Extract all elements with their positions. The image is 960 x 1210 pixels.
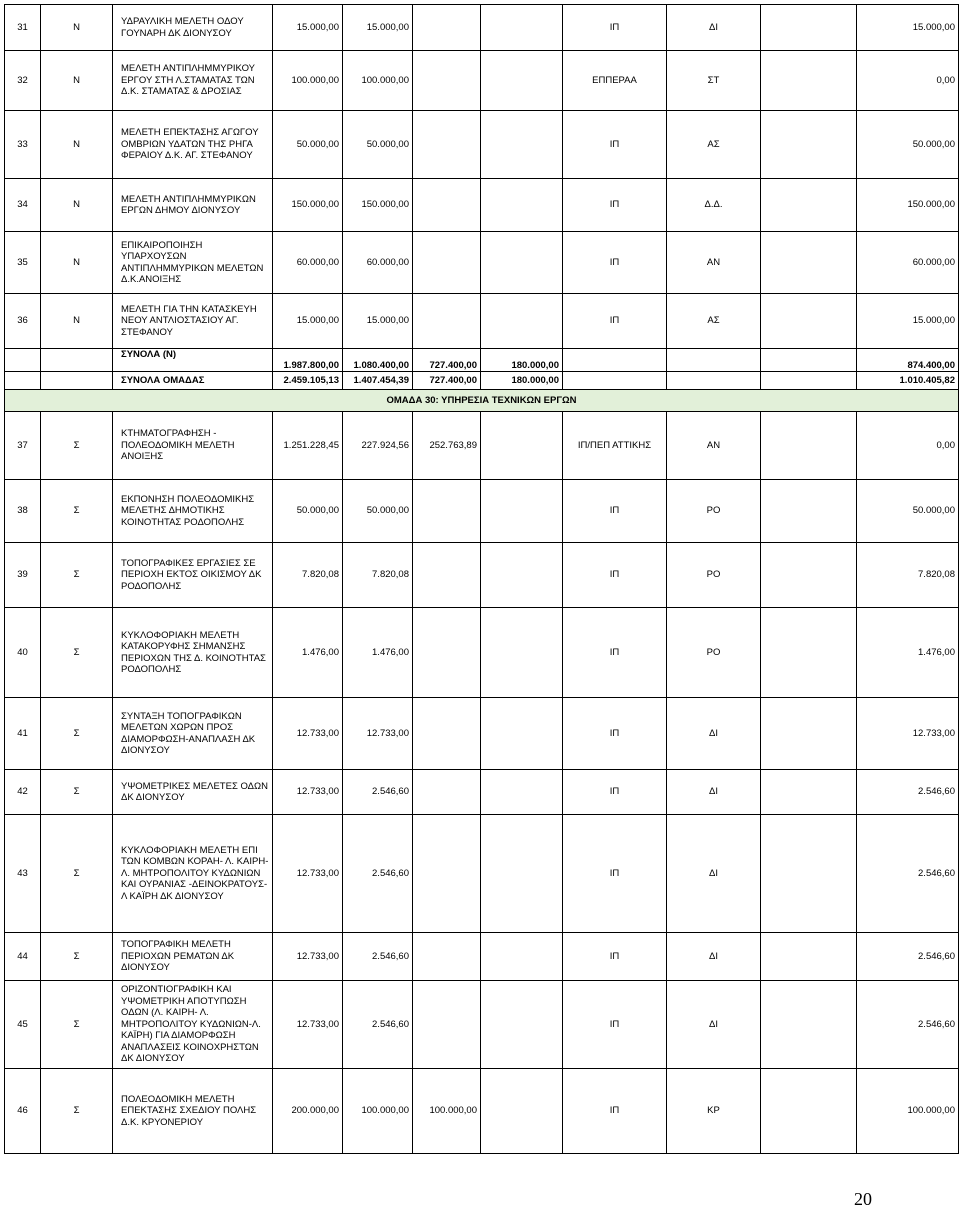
table-row [5,933,959,981]
group-header: ΟΜΑΔΑ 30: ΥΠΗΡΕΣΙΑ ΤΕΧΝΙΚΩΝ ΕΡΓΩΝ [5,390,959,412]
row-description: ΚΤΗΜΑΤΟΓΡΑΦΗΣΗ - ΠΟΛΕΟΔΟΜΙΚΗ ΜΕΛΕΤΗ ΑΝΟΙΞΗΣ [113,412,273,480]
row-description: ΤΟΠΟΓΡΑΦΙΚΕΣ ΕΡΓΑΣΙΕΣ ΣΕ ΠΕΡΙΟΧΗ ΕΚΤΟΣ ΟΙΚΙΣΜΟΥ ΔΚ ΡΟΔΟΠΟΛΗΣ [113,543,273,608]
row-amount-2: 150.000,00 [343,179,413,232]
row-empty [761,294,857,349]
row-balance: 0,00 [857,412,959,480]
row-description: ΜΕΛΕΤΗ ΕΠΕΚΤΑΣΗΣ ΑΓΩΓΟΥ ΟΜΒΡΙΩΝ ΥΔΑΤΩΝ ΤΗΣ ΡΗΓΑ ΦΕΡΑΙΟΥ Δ.Κ. ΑΓ. ΣΤΕΦΑΝΟΥ [113,111,273,179]
row-amount-1: 100.000,00 [273,51,343,111]
row-balance: 2.546,60 [857,933,959,981]
table-row [5,51,959,111]
row-amount-3 [413,232,481,294]
row-amount-4 [481,412,563,480]
row-funding: ΙΠ [563,543,667,608]
row-balance: 2.546,60 [857,815,959,933]
row-amount-3 [413,5,481,51]
row-location: ΔΙ [667,698,761,770]
row-amount-4 [481,480,563,543]
row-number: 32 [5,51,41,111]
table-body-part-a [5,5,959,349]
row-number: 46 [5,1069,41,1154]
row-number: 44 [5,933,41,981]
page-number: 20 [854,1189,872,1209]
row-amount-3 [413,608,481,698]
row-amount-3: 252.763,89 [413,412,481,480]
total-row-group [5,372,959,390]
row-amount-3 [413,179,481,232]
row-amount-1: 150.000,00 [273,179,343,232]
row-amount-1: 12.733,00 [273,981,343,1069]
row-location: ΔΙ [667,815,761,933]
row-balance: 15.000,00 [857,5,959,51]
total-group-a4: 180.000,00 [481,372,563,390]
row-amount-2: 2.546,60 [343,981,413,1069]
row-amount-4 [481,608,563,698]
row-number: 34 [5,179,41,232]
row-location: ΑΝ [667,232,761,294]
row-funding: ΙΠ [563,111,667,179]
row-balance: 15.000,00 [857,294,959,349]
row-amount-2: 227.924,56 [343,412,413,480]
row-amount-2: 100.000,00 [343,51,413,111]
row-type: Σ [41,543,113,608]
total-group-a3: 727.400,00 [413,372,481,390]
row-amount-2: 60.000,00 [343,232,413,294]
total-n-a3: 727.400,00 [413,349,481,372]
row-description: ΚΥΚΛΟΦΟΡΙΑΚΗ ΜΕΛΕΤΗ ΚΑΤΑΚΟΡΥΦΗΣ ΣΗΜΑΝΣΗΣ ΠΕΡΙΟΧΩΝ ΤΗΣ Δ. ΚΟΙΝΟΤΗΤΑΣ ΡΟΔΟΠΟΛΗΣ [113,608,273,698]
row-amount-1: 50.000,00 [273,111,343,179]
row-funding: ΙΠ [563,232,667,294]
total-group-a1: 2.459.105,13 [273,372,343,390]
row-location: ΡΟ [667,608,761,698]
row-description: ΤΟΠΟΓΡΑΦΙΚΗ ΜΕΛΕΤΗ ΠΕΡΙΟΧΩΝ ΡΕΜΑΤΩΝ ΔΚ ΔΙΟΝΥΣΟΥ [113,933,273,981]
row-description: ΜΕΛΕΤΗ ΑΝΤΙΠΛΗΜΜΥΡΙΚΟΥ ΕΡΓΟΥ ΣΤΗ Λ.ΣΤΑΜΑΤΑΣ ΤΩΝ Δ.Κ. ΣΤΑΜΑΤΑΣ & ΔΡΟΣΙΑΣ [113,51,273,111]
row-location: Δ.Δ. [667,179,761,232]
row-number: 42 [5,770,41,815]
row-description: ΣΥΝΤΑΞΗ ΤΟΠΟΓΡΑΦΙΚΩΝ ΜΕΛΕΤΩΝ ΧΩΡΩΝ ΠΡΟΣ ΔΙΑΜΟΡΦΩΣΗ-ΑΝΑΠΛΑΣΗ ΔΚ ΔΙΟΝΥΣΟΥ [113,698,273,770]
row-empty [761,111,857,179]
row-amount-1: 50.000,00 [273,480,343,543]
row-number: 37 [5,412,41,480]
row-amount-1: 15.000,00 [273,294,343,349]
row-location: ΑΝ [667,412,761,480]
table-row [5,232,959,294]
row-number: 41 [5,698,41,770]
table-row [5,815,959,933]
row-amount-3 [413,111,481,179]
row-empty [761,543,857,608]
table-row [5,412,959,480]
row-balance: 0,00 [857,51,959,111]
row-number: 36 [5,294,41,349]
row-balance: 7.820,08 [857,543,959,608]
row-amount-3: 100.000,00 [413,1069,481,1154]
row-empty [761,412,857,480]
row-location: ΔΙ [667,770,761,815]
total-n-label: ΣΥΝΟΛΑ (Ν) [113,349,273,372]
row-amount-4 [481,51,563,111]
row-type: Σ [41,412,113,480]
row-amount-1: 7.820,08 [273,543,343,608]
row-description: ΠΟΛΕΟΔΟΜΙΚΗ ΜΕΛΕΤΗ ΕΠΕΚΤΑΣΗΣ ΣΧΕΔΙΟΥ ΠΟΛΗΣ Δ.Κ. ΚΡΥΟΝΕΡΙΟΥ [113,1069,273,1154]
row-empty [761,981,857,1069]
row-funding: ΕΠΠΕΡΑΑ [563,51,667,111]
row-number: 40 [5,608,41,698]
row-amount-2: 50.000,00 [343,480,413,543]
table-row [5,608,959,698]
row-description: ΕΠΙΚΑΙΡΟΠΟΙΗΣΗ ΥΠΑΡΧΟΥΣΩΝ ΑΝΤΙΠΛΗΜΜΥΡΙΚΩΝ ΜΕΛΕΤΩΝ Δ.Κ.ΑΝΟΙΞΗΣ [113,232,273,294]
row-type: Σ [41,933,113,981]
row-number: 39 [5,543,41,608]
row-location: ΣΤ [667,51,761,111]
row-description: ΥΨΟΜΕΤΡΙΚΕΣ ΜΕΛΕΤΕΣ ΟΔΩΝ ΔΚ ΔΙΟΝΥΣΟΥ [113,770,273,815]
row-amount-1: 12.733,00 [273,770,343,815]
row-type: Σ [41,1069,113,1154]
row-amount-4 [481,815,563,933]
row-empty [761,698,857,770]
row-empty [761,608,857,698]
row-funding: ΙΠ [563,1069,667,1154]
row-number: 35 [5,232,41,294]
row-funding: ΙΠ [563,179,667,232]
row-description: ΜΕΛΕΤΗ ΑΝΤΙΠΛΗΜΜΥΡΙΚΩΝ ΕΡΓΩΝ ΔΗΜΟΥ ΔΙΟΝΥΣΟΥ [113,179,273,232]
row-amount-2: 12.733,00 [343,698,413,770]
row-empty [761,51,857,111]
row-amount-2: 1.476,00 [343,608,413,698]
row-amount-1: 1.251.228,45 [273,412,343,480]
row-empty [761,933,857,981]
row-amount-4 [481,232,563,294]
row-balance: 2.546,60 [857,981,959,1069]
row-empty [761,232,857,294]
row-amount-2: 50.000,00 [343,111,413,179]
row-amount-4 [481,5,563,51]
row-amount-4 [481,698,563,770]
row-funding: ΙΠ [563,480,667,543]
budget-table [4,4,959,1154]
row-amount-4 [481,1069,563,1154]
total-n-a4: 180.000,00 [481,349,563,372]
row-balance: 60.000,00 [857,232,959,294]
row-location: ΚΡ [667,1069,761,1154]
table-row [5,294,959,349]
total-group-balance: 1.010.405,82 [857,372,959,390]
row-empty [761,770,857,815]
row-location: ΑΣ [667,294,761,349]
row-type: Σ [41,770,113,815]
row-amount-4 [481,770,563,815]
row-type: Ν [41,294,113,349]
row-empty [761,480,857,543]
row-amount-1: 12.733,00 [273,933,343,981]
total-group-a2: 1.407.454,39 [343,372,413,390]
row-funding: ΙΠ [563,698,667,770]
table-row [5,480,959,543]
row-number: 33 [5,111,41,179]
table-row [5,111,959,179]
row-location: ΔΙ [667,933,761,981]
table-row [5,543,959,608]
table-row [5,981,959,1069]
row-empty [761,179,857,232]
total-n-balance: 874.400,00 [857,349,959,372]
row-amount-1: 200.000,00 [273,1069,343,1154]
row-funding: ΙΠ [563,608,667,698]
row-funding: ΙΠ [563,5,667,51]
table-row [5,5,959,51]
row-amount-1: 12.733,00 [273,815,343,933]
row-amount-4 [481,294,563,349]
row-type: Σ [41,815,113,933]
group-header-row [5,390,959,412]
table-row [5,179,959,232]
row-number: 31 [5,5,41,51]
total-n-a2: 1.080.400,00 [343,349,413,372]
row-type: Ν [41,232,113,294]
row-amount-2: 100.000,00 [343,1069,413,1154]
row-amount-4 [481,179,563,232]
row-number: 38 [5,480,41,543]
row-amount-3 [413,815,481,933]
row-type: Σ [41,480,113,543]
row-amount-1: 60.000,00 [273,232,343,294]
row-empty [761,5,857,51]
row-amount-3 [413,933,481,981]
row-funding: ΙΠ [563,981,667,1069]
row-empty [761,815,857,933]
row-funding: ΙΠ [563,770,667,815]
row-empty [761,1069,857,1154]
row-funding: ΙΠ [563,294,667,349]
total-row-n [5,349,959,372]
row-amount-3 [413,543,481,608]
row-amount-1: 15.000,00 [273,5,343,51]
row-balance: 12.733,00 [857,698,959,770]
row-description: ΜΕΛΕΤΗ ΓΙΑ ΤΗΝ ΚΑΤΑΣΚΕΥΗ ΝΕΟΥ ΑΝΤΛΙΟΣΤΑΣΙΟΥ ΑΓ. ΣΤΕΦΑΝΟΥ [113,294,273,349]
row-description: ΟΡΙΖΟΝΤΙΟΓΡΑΦΙΚΗ ΚΑΙ ΥΨΟΜΕΤΡΙΚΗ ΑΠΟΤΥΠΩΣΗ ΟΔΩΝ (Λ. ΚΑΙΡΗ- Λ. ΜΗΤΡΟΠΟΛΙΤΟΥ ΚΥΔΩΝΙΩΝ-Λ. ΚΑΪΡΗ) ΓΙΑ ΔΙΑΜΟΡΦΩΣΗ ΑΝΑΠΛΑΣΕΙΣ ΚΟΙΝΟΧΡΗΣΤΩΝ ΔΚ ΔΙΟΝΥΣΟΥ [113,981,273,1069]
row-balance: 1.476,00 [857,608,959,698]
totals-section [5,349,959,412]
row-amount-2: 15.000,00 [343,5,413,51]
row-type: Ν [41,51,113,111]
row-amount-1: 1.476,00 [273,608,343,698]
row-amount-3 [413,981,481,1069]
row-location: ΑΣ [667,111,761,179]
row-description: ΥΔΡΑΥΛΙΚΗ ΜΕΛΕΤΗ ΟΔΟΥ ΓΟΥΝΑΡΗ ΔΚ ΔΙΟΝΥΣΟΥ [113,5,273,51]
table-row [5,1069,959,1154]
row-amount-4 [481,111,563,179]
row-amount-4 [481,933,563,981]
row-location: ΡΟ [667,480,761,543]
row-amount-3 [413,294,481,349]
table-row [5,698,959,770]
row-funding: ΙΠ/ΠΕΠ ΑΤΤΙΚΗΣ [563,412,667,480]
row-amount-2: 2.546,60 [343,933,413,981]
row-amount-2: 2.546,60 [343,815,413,933]
row-location: ΔΙ [667,981,761,1069]
row-number: 45 [5,981,41,1069]
row-location: ΔΙ [667,5,761,51]
row-funding: ΙΠ [563,815,667,933]
row-type: Ν [41,5,113,51]
row-amount-2: 2.546,60 [343,770,413,815]
row-type: Σ [41,608,113,698]
table-body-part-b [5,412,959,1154]
row-type: Σ [41,698,113,770]
row-balance: 100.000,00 [857,1069,959,1154]
row-location: ΡΟ [667,543,761,608]
row-amount-2: 7.820,08 [343,543,413,608]
row-balance: 150.000,00 [857,179,959,232]
row-funding: ΙΠ [563,933,667,981]
row-amount-3 [413,770,481,815]
row-description: ΕΚΠΟΝΗΣΗ ΠΟΛΕΟΔΟΜΙΚΗΣ ΜΕΛΕΤΗΣ ΔΗΜΟΤΙΚΗΣ ΚΟΙΝΟΤΗΤΑΣ ΡΟΔΟΠΟΛΗΣ [113,480,273,543]
row-balance: 50.000,00 [857,480,959,543]
row-amount-1: 12.733,00 [273,698,343,770]
row-balance: 50.000,00 [857,111,959,179]
row-amount-3 [413,698,481,770]
table-row [5,770,959,815]
row-type: Ν [41,179,113,232]
row-amount-3 [413,480,481,543]
row-amount-4 [481,981,563,1069]
total-n-a1: 1.987.800,00 [273,349,343,372]
row-number: 43 [5,815,41,933]
row-amount-3 [413,51,481,111]
row-description: ΚΥΚΛΟΦΟΡΙΑΚΗ ΜΕΛΕΤΗ ΕΠΙ ΤΩΝ ΚΟΜΒΩΝ ΚΟΡΑΗ- Λ. ΚΑΙΡΗ- Λ. ΜΗΤΡΟΠΟΛΙΤΟΥ ΚΥΔΩΝΙΩΝ ΚΑΙ ΟΥΡΑΝΙΑΣ -ΔΕΙΝΟΚΡΑΤΟΥΣ- Λ ΚΑΪΡΗ ΔΚ ΔΙΟΝΥΣΟΥ [113,815,273,933]
row-balance: 2.546,60 [857,770,959,815]
row-type: Σ [41,981,113,1069]
row-type: Ν [41,111,113,179]
row-amount-4 [481,543,563,608]
row-amount-2: 15.000,00 [343,294,413,349]
total-group-label: ΣΥΝΟΛΑ ΟΜΑΔΑΣ [113,372,273,390]
